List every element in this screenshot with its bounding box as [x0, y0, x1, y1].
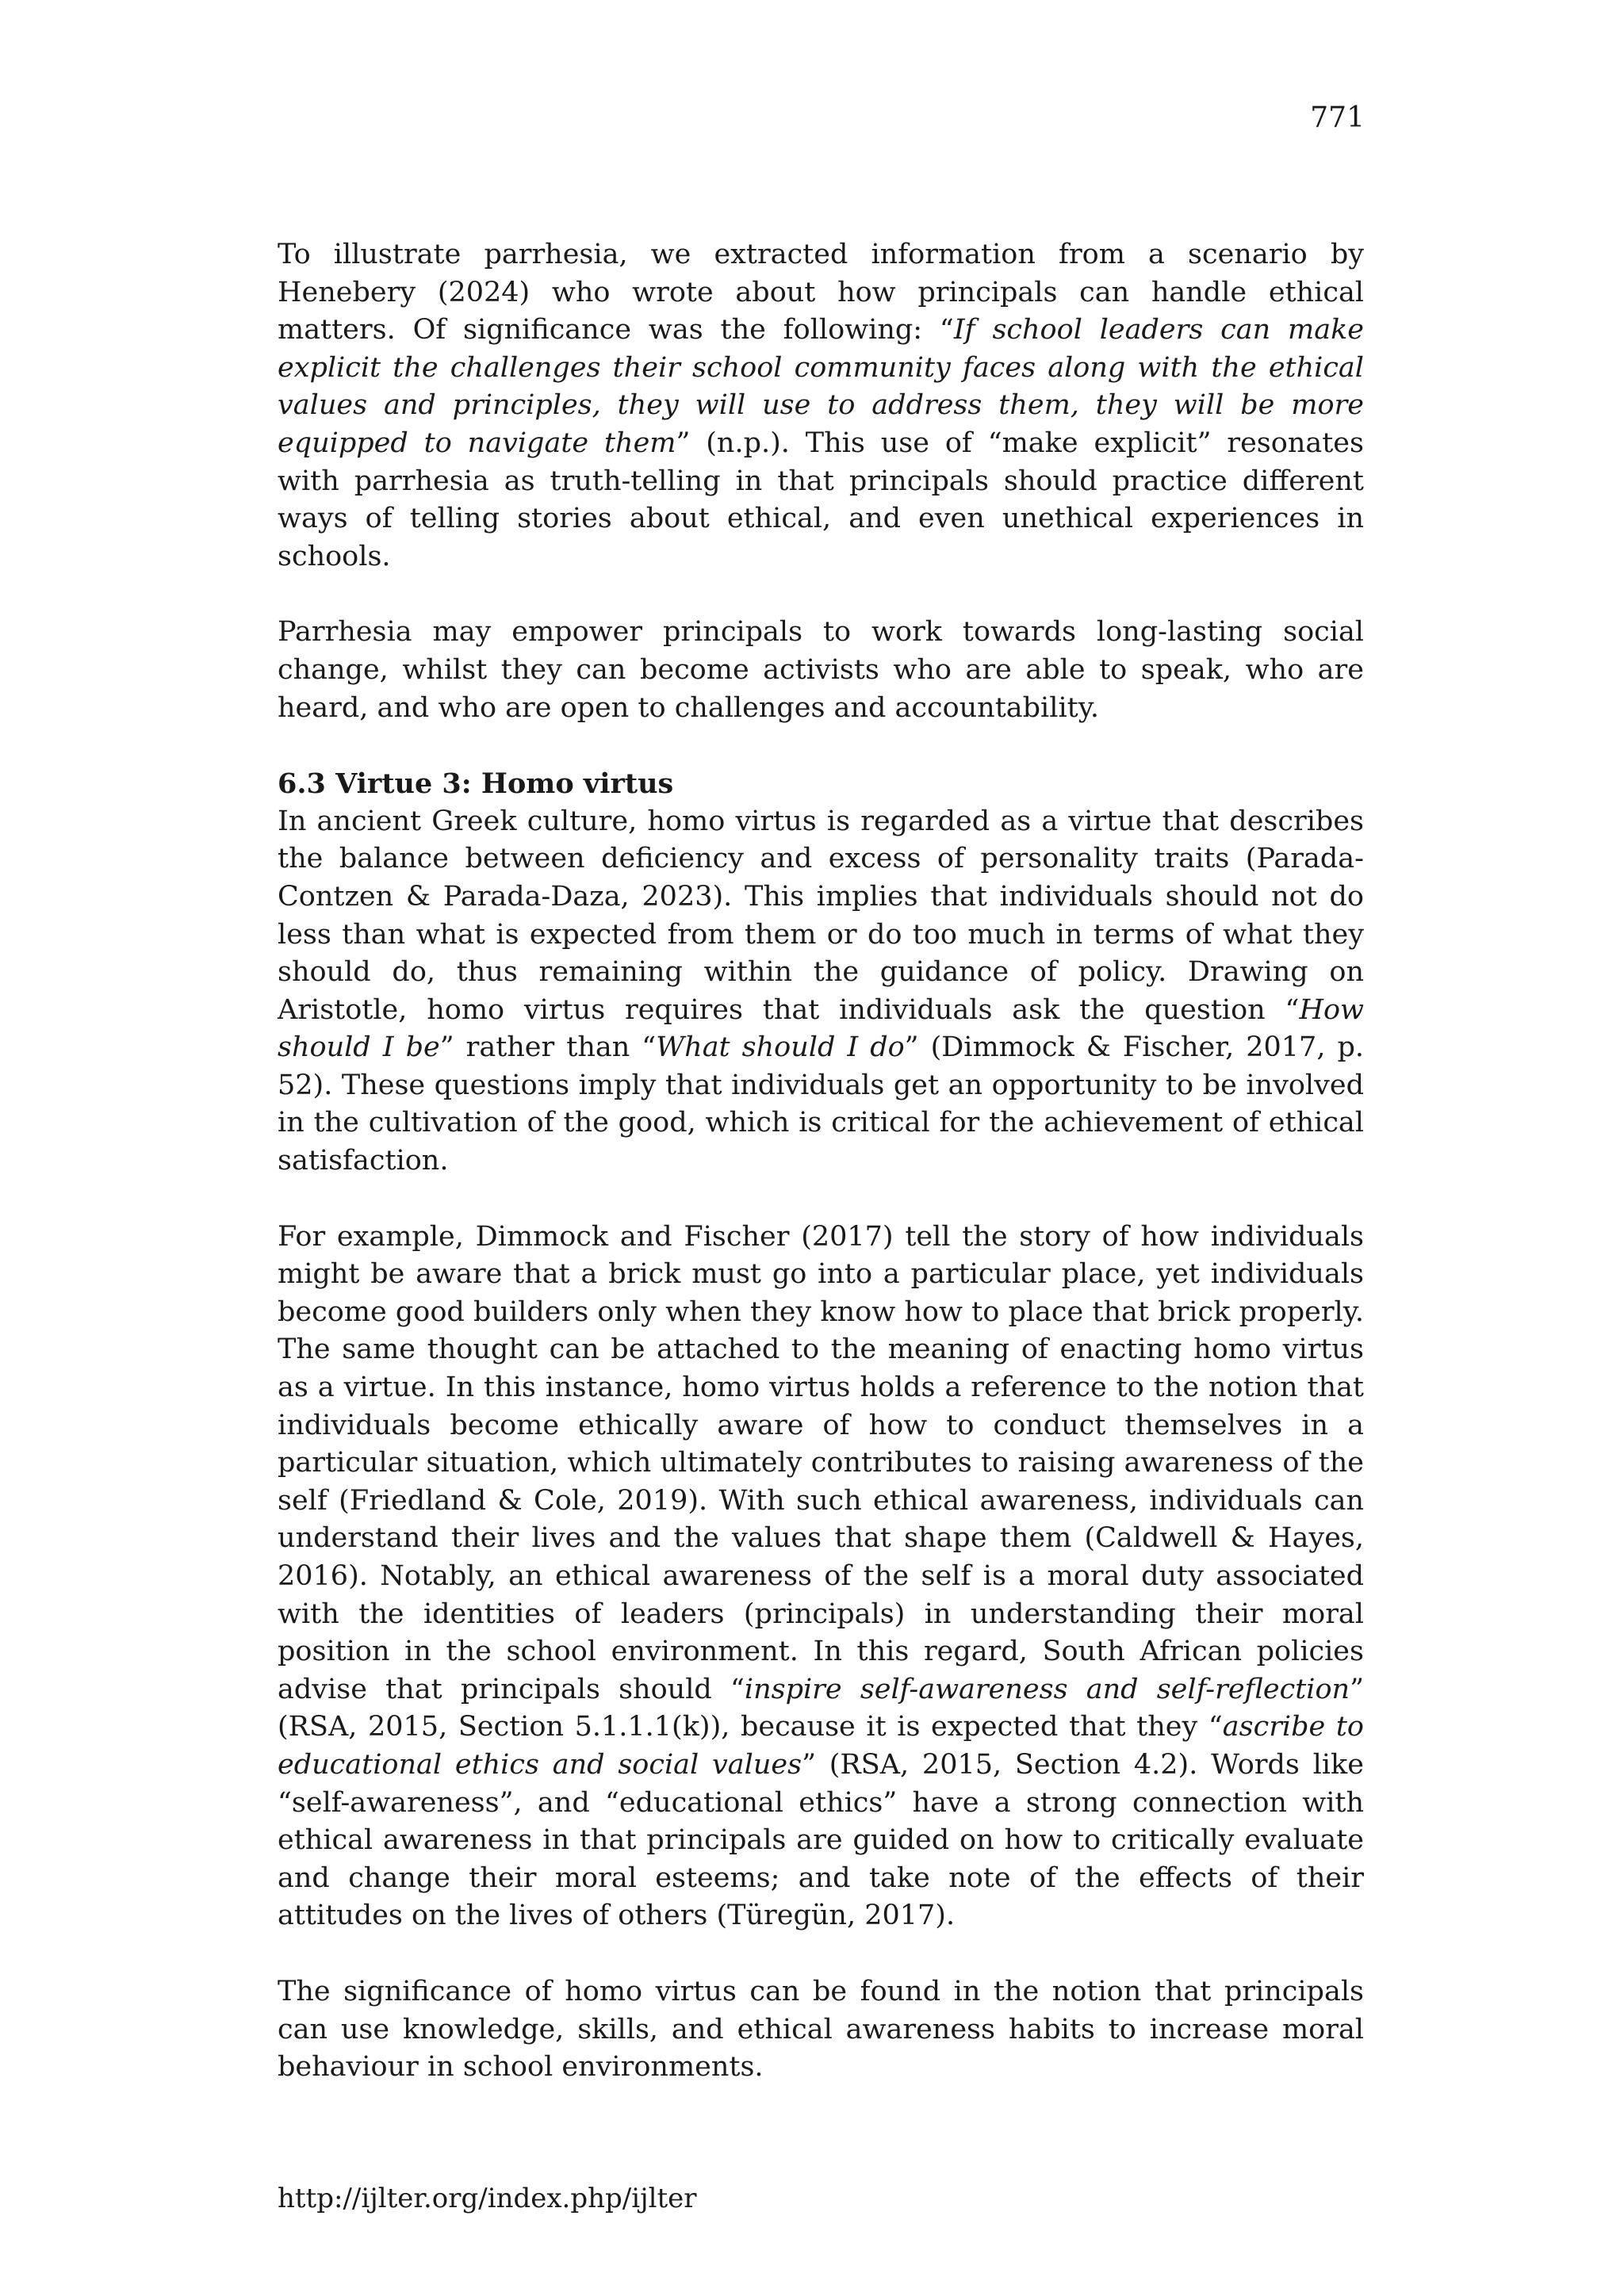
- section-heading: 6.3 Virtue 3: Homo virtus: [278, 767, 674, 801]
- text-run: In ancient Greek culture, homo virtus is regarded as a virtue that describes the balance between deficiency and excess of personality traits (Parada-Contzen & Parada-Daza, 2023). This implies that individuals should not do less than what is expected from them or do too much in terms of what they should do, thus remaining within the guidance of policy. Drawing on Aristotle, homo virtus requires that individuals ask the question “: [278, 805, 1364, 1026]
- quote-italic: What should I do: [656, 1031, 905, 1064]
- paragraph-parrhesia-illustration: [278, 236, 1364, 576]
- quote-italic: If school leaders can make explicit the challenges their school community faces along with the ethical values and principles, they will use to address them, they will be more equipped to navigate them: [278, 314, 1365, 459]
- text-run: ” (RSA, 2015, Section 5.1.1.1(k)), because it is expected that they “: [278, 1673, 1364, 1743]
- text-run: ” (RSA, 2015, Section 4.2). Words like “self-awareness”, and “educational ethics” have a strong connection with ethical awareness in that principals are guided on how to critically evaluate and change their moral esteems; and take note of the effects of their attitudes on the lives of others (Türegün, 2017).: [278, 1748, 1364, 1932]
- quote-italic: inspire self-awareness and self-reflection: [744, 1673, 1350, 1705]
- article-body: [278, 236, 1364, 2087]
- quote-italic: How should I be: [278, 993, 1364, 1064]
- page-number: 771: [1310, 101, 1365, 134]
- paragraph-homo-virtus-example: [278, 1219, 1364, 1935]
- text-run: To illustrate parrhesia, we extracted information from a scenario by Henebery (2024) who wrote about how principals can handle ethical matters. Of significance was the following: “: [278, 239, 1364, 346]
- footer-url[interactable]: http://ijlter.org/index.php/ijlter: [278, 2183, 697, 2214]
- text-run: ” (Dimmock & Fischer, 2017, p. 52). These questions imply that individuals get an opportunity to be involved in the cultivation of the good, which is critical for the achievement of ethical satisfaction.: [278, 1031, 1364, 1177]
- paragraph-homo-virtus-significance: The significance of homo virtus can be found in the notion that principals can use knowledge, skills, and ethical awareness habits to increase moral behaviour in school environments.: [278, 1975, 1364, 2084]
- text-run: ” (n.p.). This use of “make explicit” resonates with parrhesia as truth-telling in that principals should practice different ways of telling stories about ethical, and even unethical experiences in schools.: [278, 427, 1364, 572]
- quote-italic: ascribe to educational ethics and social values: [278, 1711, 1364, 1781]
- paragraph-parrhesia-empower: Parrhesia may empower principals to work towards long-lasting social change, whilst they can become activists who are able to speak, who are heard, and who are open to challenges and accountability.: [278, 616, 1364, 724]
- text-run: For example, Dimmock and Fischer (2017) tell the story of how individuals might be aware that a brick must go into a particular place, yet individuals become good builders only when they know how to place that brick properly. The same thought can be attached to the meaning of enacting homo virtus as a virtue. In this instance, homo virtus holds a reference to the notion that individuals become ethically aware of how to conduct themselves in a particular situation, which ultimately contributes to raising awareness of the self (Friedland & Cole, 2019). With such ethical awareness, individuals can understand their lives and the values that shape them (Caldwell & Hayes, 2016). Notably, an ethical awareness of the self is a moral duty associated with the identities of leaders (principals) in understanding their moral position in the school environment. In this regard, South African policies advise that principals should “: [278, 1220, 1364, 1705]
- paragraph-homo-virtus-definition: [278, 803, 1364, 1181]
- text-run: ” rather than “: [439, 1031, 657, 1064]
